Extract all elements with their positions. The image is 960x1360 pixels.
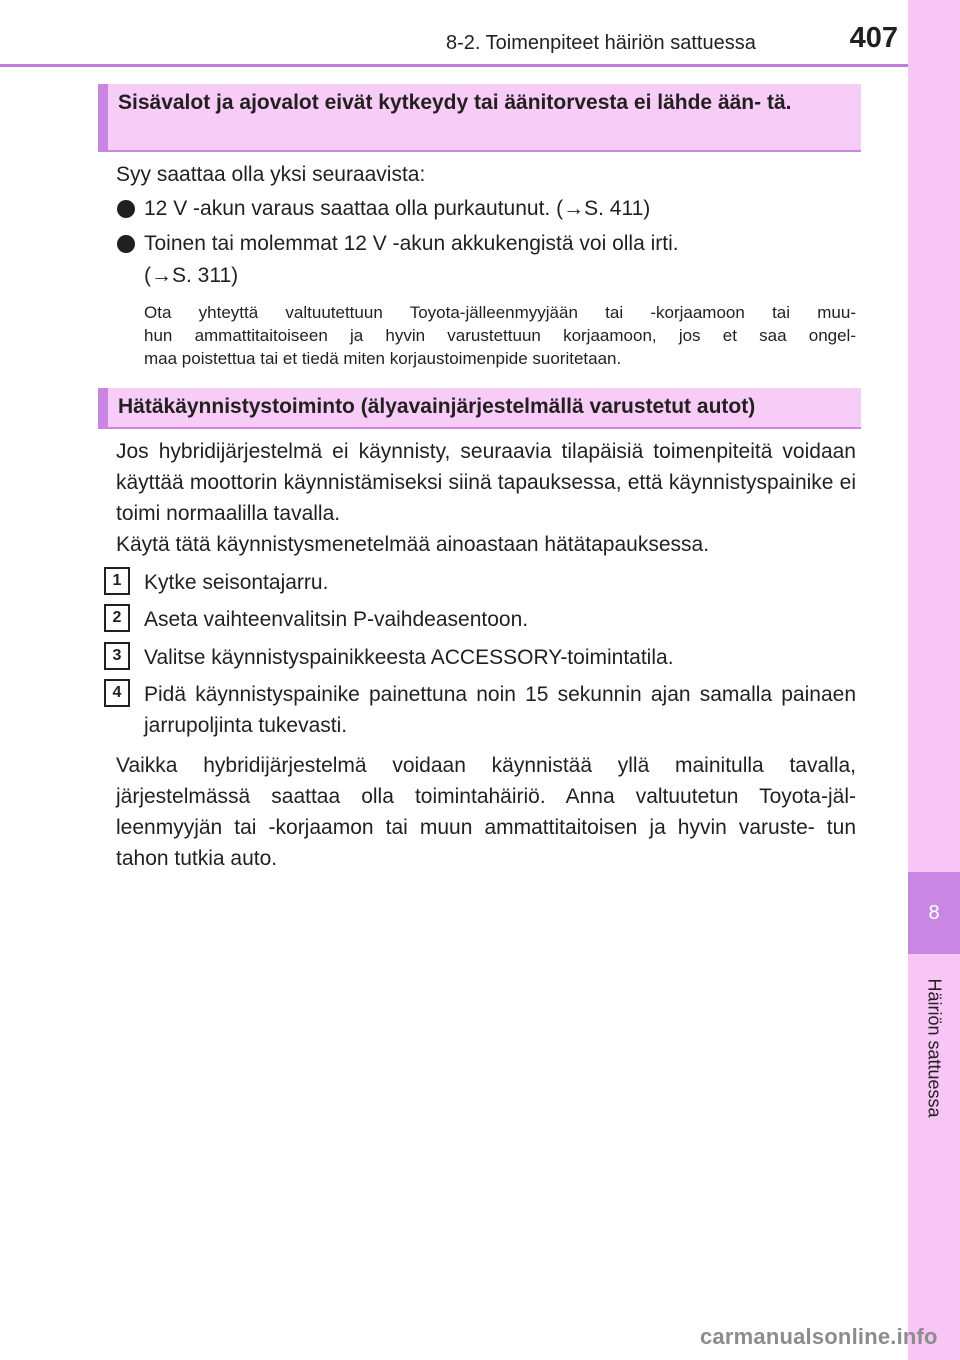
section2-closing: Vaikka hybridijärjestelmä voidaan käynnistää yllä mainitulla tavalla, järjestelmässä saattaa olla toimintahäiriö. Anna valtuutetun Toyota-jäl- leenmyyjän tai -korjaamon tai muun ammattitaitoisen ja hyvin varuste- tun tahon tutkia auto. — [116, 754, 856, 870]
bullet-dot — [117, 235, 135, 253]
page-number: 407 — [849, 22, 898, 54]
watermark-text: carmanualsonline.info — [700, 1324, 938, 1349]
note-line: hun ammattitaitoiseen ja hyvin varustettuun korjaamoon, jos et saa ongel- — [144, 326, 856, 345]
step-text: Aseta vaihteenvalitsin P-vaihdeasentoon. — [144, 608, 529, 631]
side-tab-chapter-title: Häiriön sattuessa — [924, 978, 945, 1118]
section2-intro: Jos hybridijärjestelmä ei käynnisty, seuraavia tilapäisiä toimenpiteitä voidaan käyttää moottorin käynnistämiseksi siinä tapauksessa, että käynnistyspainike ei toimi normaalilla tavalla. — [116, 440, 856, 525]
step-number-badge: 3 — [104, 642, 130, 670]
note-line: Ota yhteyttä valtuutettuun Toyota-jälleenmyyjään tai -korjaamoon tai muu- — [144, 303, 856, 322]
section1-intro: Syy saattaa olla yksi seuraavista: — [116, 163, 426, 186]
section-heading-emergency-start: Hätäkäynnistystoiminto (älyavainjärjestelmällä varustetut autot) — [98, 388, 861, 429]
step-number-badge: 1 — [104, 567, 130, 595]
side-tab-bar — [908, 0, 960, 1360]
bullet-dot — [117, 200, 135, 218]
side-tab-chapter-number: 8 — [908, 872, 960, 954]
section2-emergency-note: Käytä tätä käynnistysmenetelmää ainoastaan hätätapauksessa. — [116, 533, 710, 556]
bullet-battery-terminals: Toinen tai molemmat 12 V -akun akkukengistä voi olla irti. — [144, 232, 679, 255]
section-heading-lights-horn: Sisävalot ja ajovalot eivät kytkeydy tai äänitorvesta ei lähde ään- tä. — [98, 84, 861, 152]
header-section-title: 8-2. Toimenpiteet häiriön sattuessa — [446, 32, 756, 54]
step-text: Kytke seisontajarru. — [144, 571, 329, 594]
step-number-badge: 4 — [104, 679, 130, 707]
step-text: Pidä käynnistyspainike painettuna noin 15 sekunnin ajan samalla painaen jarrupoljinta tukevasti. — [144, 683, 856, 737]
step-number-badge: 2 — [104, 604, 130, 632]
section1-note — [144, 301, 856, 370]
header-divider — [0, 64, 908, 67]
step-text: Valitse käynnistyspainikkeesta ACCESSORY-toimintatila. — [144, 646, 674, 669]
bullet-battery-terminals-ref: (→S. 311) — [144, 264, 239, 287]
note-line: maa poistettua tai et tiedä miten korjaustoimenpide suoritetaan. — [144, 349, 622, 368]
bullet-battery-discharged: 12 V -akun varaus saattaa olla purkautunut. (→S. 411) — [144, 197, 651, 220]
